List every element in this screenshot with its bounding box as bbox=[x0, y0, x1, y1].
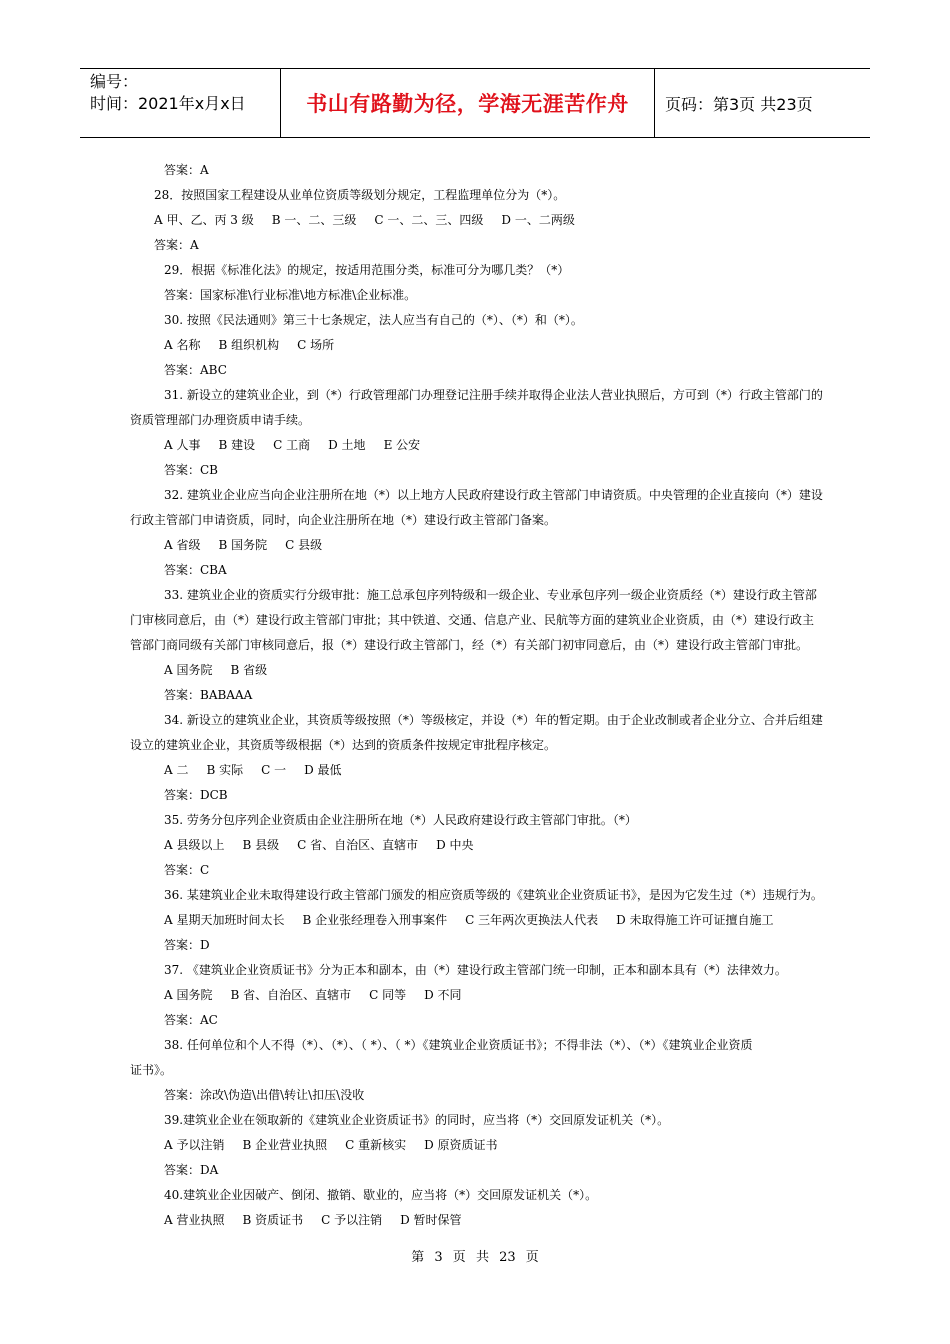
option-item: B 组织机构 bbox=[218, 338, 280, 352]
options-line bbox=[130, 833, 820, 858]
question-line: 37. 《建筑业企业资质证书》分为正本和副本，由（*）建设行政主管部门统一印制，正本和副本具有（*）法律效力。 bbox=[164, 963, 787, 977]
question-line: 30. 按照《民法通则》第三十七条规定，法人应当有自己的（*）、（*）和（*）。 bbox=[164, 313, 583, 327]
answer-line: 答案：DCB bbox=[164, 788, 228, 802]
options-line bbox=[130, 758, 820, 783]
question-line: 32. 建筑业企业应当向企业注册所在地（*）以上地方人民政府建设行政主管部门申请资质。中央管理的企业直接向（*）建设 bbox=[164, 488, 823, 502]
option-item: B 资质证书 bbox=[242, 1213, 304, 1227]
option-item: B 一、二、三级 bbox=[271, 213, 357, 227]
option-item: A 国务院 bbox=[164, 663, 213, 677]
option-item: A 予以注销 bbox=[164, 1138, 225, 1152]
question-line: 35. 劳务分包序列企业资质由企业注册所在地（*）人民政府建设行政主管部门审批。（*） bbox=[164, 813, 637, 827]
answer-line: 答案：AC bbox=[164, 1013, 218, 1027]
question-line: 34. 新设立的建筑业企业，其资质等级按照（*）等级核定，并设（*）年的暂定期。由于企业改制或者企业分立、合并后组建 bbox=[164, 713, 823, 727]
answer-line: 答案：DA bbox=[164, 1163, 219, 1177]
options-line bbox=[130, 1208, 820, 1233]
option-item: D 最低 bbox=[304, 763, 342, 777]
answer-line: 答案：A bbox=[154, 238, 199, 252]
answer-line: 答案：D bbox=[164, 938, 210, 952]
question-line: 29．根据《标准化法》的规定，按适用范围分类，标准可分为哪几类？（*） bbox=[164, 263, 570, 277]
options-line bbox=[130, 1133, 820, 1158]
question-line: 31. 新设立的建筑业企业，到（*）行政管理部门办理登记注册手续并取得企业法人营业执照后，方可到（*）行政主管部门的 bbox=[164, 388, 823, 402]
option-item: C 同等 bbox=[369, 988, 407, 1002]
options-line bbox=[130, 908, 820, 933]
options-line bbox=[130, 333, 820, 358]
option-item: A 名称 bbox=[164, 338, 201, 352]
option-item: B 国务院 bbox=[218, 538, 268, 552]
question-line: 资质管理部门办理资质申请手续。 bbox=[130, 413, 311, 427]
footer-part: 第 bbox=[411, 1250, 425, 1265]
option-item: C 一 bbox=[261, 763, 287, 777]
question-line: 36. 某建筑业企业未取得建设行政主管部门颁发的相应资质等级的《建筑业企业资质证书》，是因为它发生过（*）违规行为。 bbox=[164, 888, 823, 902]
option-item: B 省、自治区、直辖市 bbox=[230, 988, 352, 1002]
option-item: A 甲、乙、丙 3 级 bbox=[154, 213, 254, 227]
question-line: 33. 建筑业企业的资质实行分级审批：施工总承包序列特级和一级企业、专业承包序列一级企业资质经（*）建设行政主管部 bbox=[164, 588, 817, 602]
footer-current-page: 3 bbox=[434, 1250, 443, 1265]
options-line bbox=[130, 533, 820, 558]
option-item: D 土地 bbox=[328, 438, 366, 452]
option-item: D 原资质证书 bbox=[424, 1138, 498, 1152]
option-item: D 一、二两级 bbox=[501, 213, 575, 227]
footer-part: 页 bbox=[452, 1250, 466, 1265]
footer-part: 页 bbox=[525, 1250, 539, 1265]
header-motto-cell bbox=[280, 69, 655, 137]
footer-part: 共 bbox=[475, 1250, 489, 1265]
answer-line: 答案：ABC bbox=[164, 363, 227, 377]
option-item: C 一、二、三、四级 bbox=[374, 213, 484, 227]
options-line bbox=[130, 658, 820, 683]
question-line: 证书》。 bbox=[130, 1063, 173, 1077]
option-item: A 人事 bbox=[164, 438, 201, 452]
answer-line: 答案：CB bbox=[164, 463, 219, 477]
option-item: A 省级 bbox=[164, 538, 201, 552]
header-page-cell bbox=[655, 69, 870, 137]
option-item: A 县级以上 bbox=[164, 838, 225, 852]
options-line bbox=[130, 983, 820, 1008]
answer-line: 答案：CBA bbox=[164, 563, 227, 577]
option-item: B 建设 bbox=[218, 438, 256, 452]
question-line: 40.建筑业企业因破产、倒闭、撤销、歇业的，应当将（*）交回原发证机关（*）。 bbox=[164, 1188, 598, 1202]
option-item: B 实际 bbox=[206, 763, 244, 777]
option-item: C 省、自治区、直辖市 bbox=[297, 838, 419, 852]
option-item: B 企业张经理卷入刑事案件 bbox=[302, 913, 448, 927]
option-item: B 企业营业执照 bbox=[242, 1138, 328, 1152]
answer-line: 答案：C bbox=[164, 863, 210, 877]
option-item: B 省级 bbox=[230, 663, 268, 677]
option-item: D 不同 bbox=[424, 988, 462, 1002]
option-item: C 予以注销 bbox=[321, 1213, 383, 1227]
option-item: D 中央 bbox=[436, 838, 474, 852]
header-motto: 书山有路勤为径，学海无涯苦作舟 bbox=[306, 92, 629, 116]
option-item: B 县级 bbox=[242, 838, 280, 852]
answer-line: 答案：A bbox=[164, 163, 209, 177]
header-page-number: 页码：第3页 共23页 bbox=[665, 94, 813, 114]
option-item: A 星期天加班时间太长 bbox=[164, 913, 285, 927]
option-item: A 二 bbox=[164, 763, 189, 777]
question-line: 管部门商同级有关部门审核同意后，报（*）建设行政主管部门，经（*）有关部门初审同意后，由（*）建设行政主管部门审批。 bbox=[130, 638, 809, 652]
option-item: C 重新核实 bbox=[345, 1138, 407, 1152]
footer-total-pages: 23 bbox=[499, 1250, 516, 1265]
document-body bbox=[130, 158, 823, 1233]
option-item: A 国务院 bbox=[164, 988, 213, 1002]
question-line: 门审核同意后，由（*）建设行政主管部门审批；其中铁道、交通、信息产业、民航等方面的建筑业企业资质，由（*）建设行政主 bbox=[130, 613, 815, 627]
question-line: 28．按照国家工程建设从业单位资质等级划分规定，工程监理单位分为（*）。 bbox=[154, 188, 566, 202]
options-line bbox=[130, 433, 820, 458]
option-item: C 场所 bbox=[297, 338, 335, 352]
document-code-label: 编号： bbox=[90, 72, 139, 91]
document-time-label: 时间：2021年x月x日 bbox=[90, 94, 246, 113]
page-header bbox=[80, 68, 870, 138]
options-line bbox=[130, 208, 820, 233]
answer-line: 答案：涂改\伪造\出借\转让\扣压\没收 bbox=[164, 1088, 365, 1102]
question-line: 设立的建筑业企业，其资质等级根据（*）达到的资质条件按规定审批程序核定。 bbox=[130, 738, 557, 752]
option-item: C 三年两次更换法人代表 bbox=[465, 913, 599, 927]
option-item: C 县级 bbox=[285, 538, 323, 552]
question-line: 39.建筑业企业在领取新的《建筑业企业资质证书》的同时，应当将（*）交回原发证机关（*）。 bbox=[164, 1113, 670, 1127]
option-item: E 公安 bbox=[383, 438, 421, 452]
option-item: A 营业执照 bbox=[164, 1213, 225, 1227]
answer-line: 答案：BABAAA bbox=[164, 688, 253, 702]
answer-line: 答案：国家标准\行业标准\地方标准\企业标准。 bbox=[164, 288, 417, 302]
question-line: 行政主管部门申请资质，同时，向企业注册所在地（*）建设行政主管部门备案。 bbox=[130, 513, 557, 527]
question-line: 38. 任何单位和个人不得（*）、（*）、（ *）、（ *）《建筑业企业资质证书》；不得非法（*）、（*）《建筑业企业资质 bbox=[164, 1038, 753, 1052]
option-item: D 未取得施工许可证擅自施工 bbox=[616, 913, 774, 927]
option-item: D 暂时保管 bbox=[400, 1213, 462, 1227]
page-footer bbox=[0, 1246, 950, 1265]
option-item: C 工商 bbox=[273, 438, 311, 452]
header-meta bbox=[80, 69, 280, 137]
